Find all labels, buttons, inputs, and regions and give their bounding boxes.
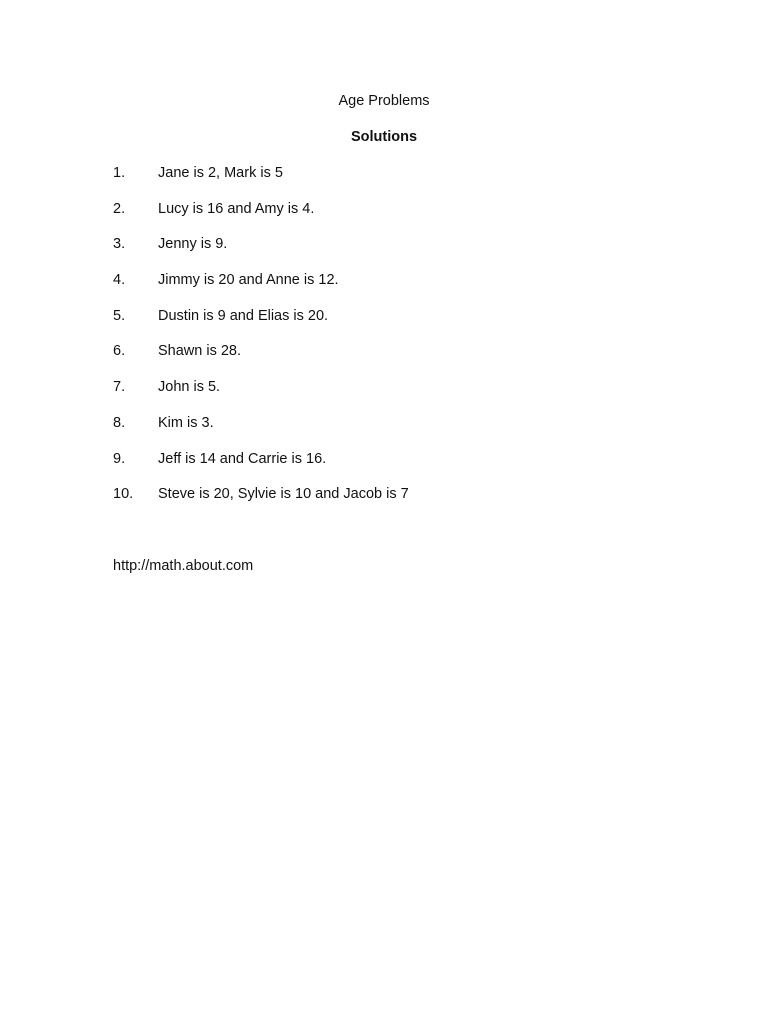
list-item bbox=[113, 341, 673, 377]
list-item bbox=[113, 163, 673, 199]
item-text: Jenny is 9. bbox=[158, 236, 228, 253]
item-text: Jeff is 14 and Carrie is 16. bbox=[158, 450, 327, 467]
list-item bbox=[113, 234, 673, 270]
document-title: Age Problems bbox=[338, 93, 430, 109]
item-number: 9. bbox=[113, 450, 126, 467]
item-text: Kim is 3. bbox=[158, 414, 214, 431]
list-item bbox=[113, 484, 673, 520]
item-number: 4. bbox=[113, 272, 126, 289]
document-subtitle: Solutions bbox=[350, 129, 418, 145]
source-link[interactable]: http://math.about.com bbox=[113, 558, 254, 574]
list-item bbox=[113, 377, 673, 413]
item-text: Jimmy is 20 and Anne is 12. bbox=[158, 272, 339, 289]
item-text: Steve is 20, Sylvie is 10 and Jacob is 7 bbox=[158, 486, 409, 503]
item-text: Dustin is 9 and Elias is 20. bbox=[158, 307, 329, 324]
list-item bbox=[113, 199, 673, 235]
item-number: 3. bbox=[113, 236, 126, 253]
item-text: Shawn is 28. bbox=[158, 343, 242, 360]
list-item bbox=[113, 306, 673, 342]
list-item bbox=[113, 413, 673, 449]
item-number: 10. bbox=[113, 486, 134, 503]
item-text: Jane is 2, Mark is 5 bbox=[158, 165, 283, 181]
list-item bbox=[113, 449, 673, 485]
item-text: John is 5. bbox=[158, 379, 221, 396]
item-number: 1. bbox=[113, 165, 126, 181]
list-item bbox=[113, 270, 673, 306]
item-number: 5. bbox=[113, 307, 126, 324]
item-number: 8. bbox=[113, 414, 126, 431]
solutions-list bbox=[113, 163, 673, 520]
item-number: 2. bbox=[113, 200, 126, 217]
item-number: 7. bbox=[113, 379, 126, 396]
item-text: Lucy is 16 and Amy is 4. bbox=[158, 200, 315, 217]
item-number: 6. bbox=[113, 343, 126, 360]
